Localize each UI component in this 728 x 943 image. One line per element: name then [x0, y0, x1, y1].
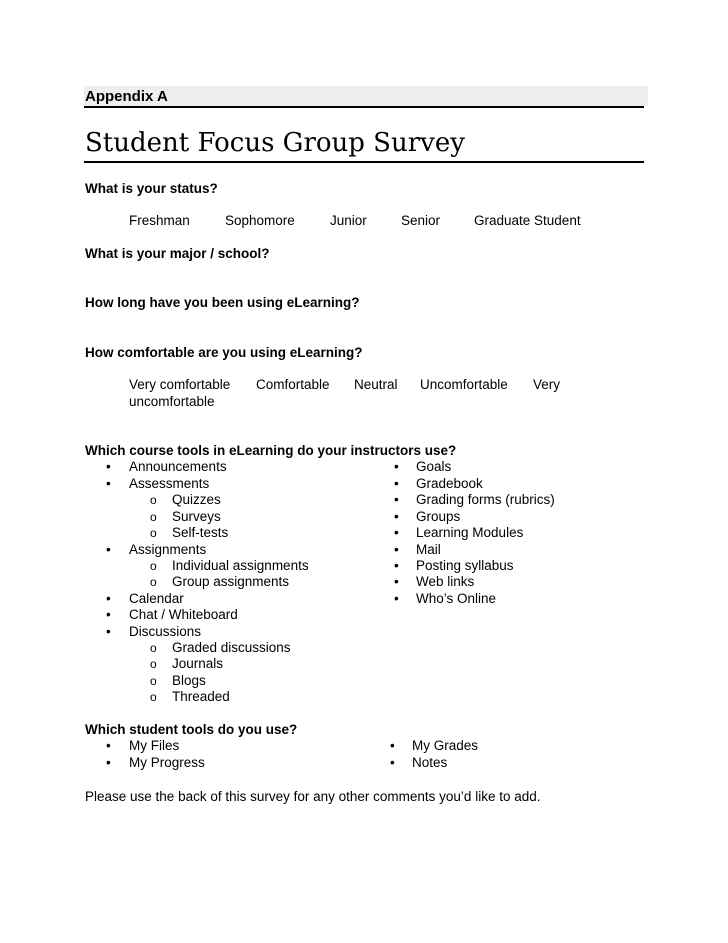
question-status: What is your status? [85, 181, 218, 196]
student-tool-my-files: My Files [129, 738, 180, 753]
title-divider [84, 161, 644, 163]
student-tool-notes: Notes [412, 755, 448, 770]
bullet-icon: • [390, 738, 395, 753]
tool-self-tests: Self-tests [172, 525, 229, 540]
tool-goals: Goals [416, 459, 452, 474]
tool-assessments: Assessments [129, 476, 210, 491]
bullet-icon: • [106, 738, 111, 753]
sub-bullet-icon: o [150, 674, 157, 688]
bullet-icon: • [394, 558, 399, 573]
bullet-icon: • [106, 755, 111, 770]
option-uncomfortable: Uncomfortable [420, 377, 508, 392]
tool-grading-forms: Grading forms (rubrics) [416, 492, 555, 507]
bullet-icon: • [394, 574, 399, 589]
tool-posting-syllabus: Posting syllabus [416, 558, 514, 573]
closing-note: Please use the back of this survey for any other comments you’d like to add. [85, 789, 541, 804]
appendix-divider [84, 106, 644, 108]
document-title: Student Focus Group Survey [85, 128, 465, 158]
tool-group-assignments: Group assignments [172, 574, 290, 589]
sub-bullet-icon: o [150, 526, 157, 540]
bullet-icon: • [394, 525, 399, 540]
tool-calendar: Calendar [129, 591, 184, 606]
appendix-banner [84, 86, 648, 106]
tool-assignments: Assignments [129, 542, 207, 557]
option-comfortable: Comfortable [256, 377, 330, 392]
tool-groups: Groups [416, 509, 461, 524]
tool-threaded: Threaded [172, 689, 230, 704]
bullet-icon: • [106, 624, 111, 639]
tool-gradebook: Gradebook [416, 476, 483, 491]
bullet-icon: • [106, 542, 111, 557]
bullet-icon: • [394, 542, 399, 557]
question-major: What is your major / school? [85, 246, 270, 261]
option-neutral: Neutral [354, 377, 398, 392]
tool-announcements: Announcements [129, 459, 227, 474]
tool-individual-assignments: Individual assignments [172, 558, 309, 573]
bullet-icon: • [394, 492, 399, 507]
option-graduate-student: Graduate Student [474, 213, 581, 228]
option-junior: Junior [330, 213, 367, 228]
bullet-icon: • [106, 476, 111, 491]
option-very-comfortable: Very comfortable [129, 377, 231, 392]
bullet-icon: • [390, 755, 395, 770]
sub-bullet-icon: o [150, 690, 157, 704]
question-comfort: How comfortable are you using eLearning? [85, 345, 363, 360]
sub-bullet-icon: o [150, 510, 157, 524]
student-tool-my-grades: My Grades [412, 738, 479, 753]
tool-discussions: Discussions [129, 624, 202, 639]
tool-mail: Mail [416, 542, 441, 557]
appendix-label: Appendix A [85, 88, 168, 105]
sub-bullet-icon: o [150, 575, 157, 589]
option-freshman: Freshman [129, 213, 190, 228]
option-senior: Senior [401, 213, 441, 228]
sub-bullet-icon: o [150, 657, 157, 671]
bullet-icon: • [394, 591, 399, 606]
question-duration: How long have you been using eLearning? [85, 295, 360, 310]
question-course-tools: Which course tools in eLearning do your instructors use? [85, 443, 457, 458]
tool-quizzes: Quizzes [172, 492, 221, 507]
option-very-uncomfortable-part2: uncomfortable [129, 394, 215, 409]
tool-graded-discussions: Graded discussions [172, 640, 291, 655]
tool-surveys: Surveys [172, 509, 221, 524]
tool-blogs: Blogs [172, 673, 206, 688]
tool-web-links: Web links [416, 574, 475, 589]
sub-bullet-icon: o [150, 493, 157, 507]
student-tool-my-progress: My Progress [129, 755, 205, 770]
bullet-icon: • [394, 509, 399, 524]
bullet-icon: • [394, 476, 399, 491]
bullet-icon: • [106, 591, 111, 606]
tool-chat-whiteboard: Chat / Whiteboard [129, 607, 238, 622]
bullet-icon: • [394, 459, 399, 474]
option-very-uncomfortable-part1: Very [533, 377, 561, 392]
tool-journals: Journals [172, 656, 224, 671]
bullet-icon: • [106, 459, 111, 474]
sub-bullet-icon: o [150, 559, 157, 573]
tool-learning-modules: Learning Modules [416, 525, 524, 540]
sub-bullet-icon: o [150, 641, 157, 655]
bullet-icon: • [106, 607, 111, 622]
tool-whos-online: Who’s Online [416, 591, 497, 606]
option-sophomore: Sophomore [225, 213, 295, 228]
question-student-tools: Which student tools do you use? [85, 722, 298, 737]
